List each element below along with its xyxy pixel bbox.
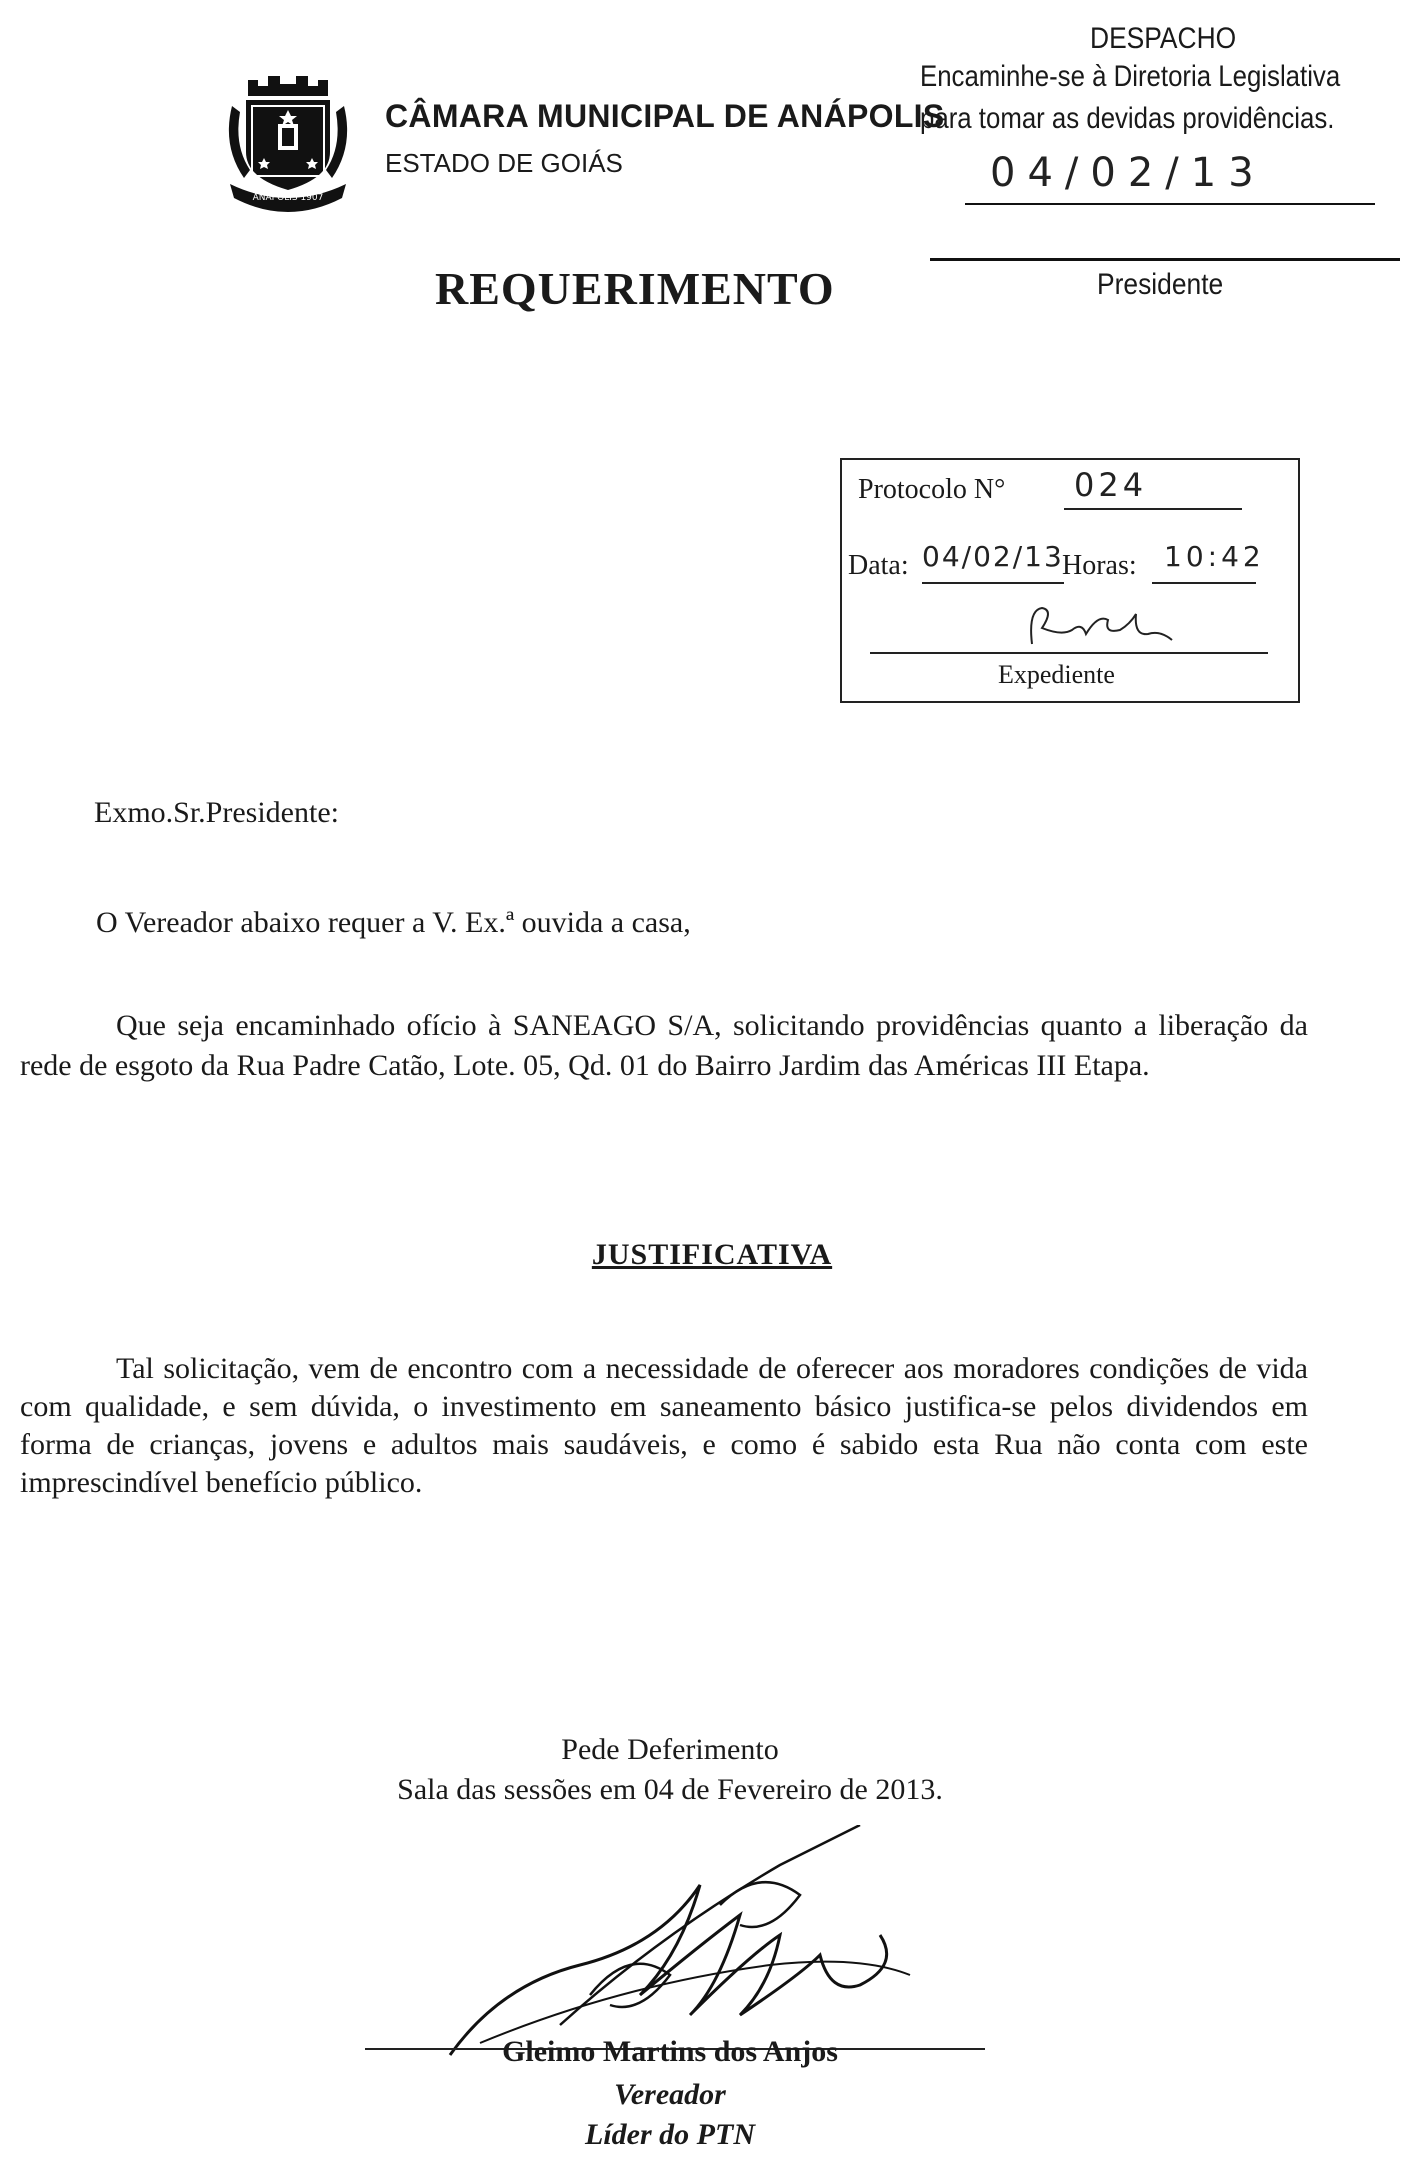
- despacho-line-1: Encaminhe-se à Diretoria Legislativa: [920, 60, 1341, 93]
- request-paragraph: Que seja encaminhado ofício à SANEAGO S/A, solicitando providências quanto a liberação da rede de esgoto da Rua Padre Catão, Lote. 05, Qd. 01 do Bairro Jardim das Américas III Etapa.: [20, 1009, 1308, 1082]
- despacho-signer: Presidente: [1097, 268, 1224, 301]
- protocol-time-value: 10:42: [1164, 540, 1265, 573]
- despacho-title: DESPACHO: [1090, 22, 1237, 55]
- despacho-line-2: para tomar as devidas providências.: [920, 102, 1335, 135]
- protocol-number-value: 024: [1074, 466, 1148, 504]
- salutation: Exmo.Sr.Presidente:: [94, 796, 339, 829]
- despacho-date: 04/02/13: [990, 150, 1266, 196]
- city-crest-logo: [218, 66, 358, 212]
- org-state: ESTADO DE GOIÁS: [385, 148, 623, 178]
- protocol-date-value: 04/02/13: [922, 540, 1064, 573]
- justification-heading: JUSTIFICATIVA: [591, 1238, 833, 1271]
- protocol-stamp-box: [840, 458, 1300, 703]
- handwritten-signature: [440, 1825, 960, 2065]
- signer-party: Líder do PTN: [585, 2118, 755, 2151]
- protocol-date-label: Data:: [848, 550, 909, 581]
- org-name: CÂMARA MUNICIPAL DE ANÁPOLIS: [385, 98, 945, 134]
- crest-motto: ANÁPOLIS 1907: [252, 193, 324, 203]
- protocol-footer: Expediente: [998, 660, 1115, 689]
- protocol-time-label: Horas:: [1062, 550, 1137, 581]
- closing-place-date: Sala das sessões em 04 de Fevereiro de 2013.: [397, 1773, 943, 1806]
- signer-role: Vereador: [614, 2078, 726, 2111]
- signer-name: Gleimo Martins dos Anjos: [502, 2035, 838, 2068]
- despacho-date-rule: [965, 203, 1375, 205]
- expediente-initials: [1012, 600, 1192, 650]
- despacho-signature-rule: [930, 258, 1400, 261]
- protocol-number-label: Protocolo N°: [858, 474, 1006, 505]
- intro-line: O Vereador abaixo requer a V. Ex.ª ouvida a casa,: [96, 906, 691, 939]
- document-title: REQUERIMENTO: [435, 263, 835, 314]
- justification-paragraph: Tal solicitação, vem de encontro com a necessidade de oferecer aos moradores condições de vida com qualidade, e sem dúvida, o investimento em saneamento básico justifica-se pelos dividendos em forma de crianças, jovens e adultos mais saudáveis, e como é sabido esta Rua não conta com este imprescindível benefício público.: [20, 1352, 1308, 1499]
- closing-request: Pede Deferimento: [561, 1733, 779, 1766]
